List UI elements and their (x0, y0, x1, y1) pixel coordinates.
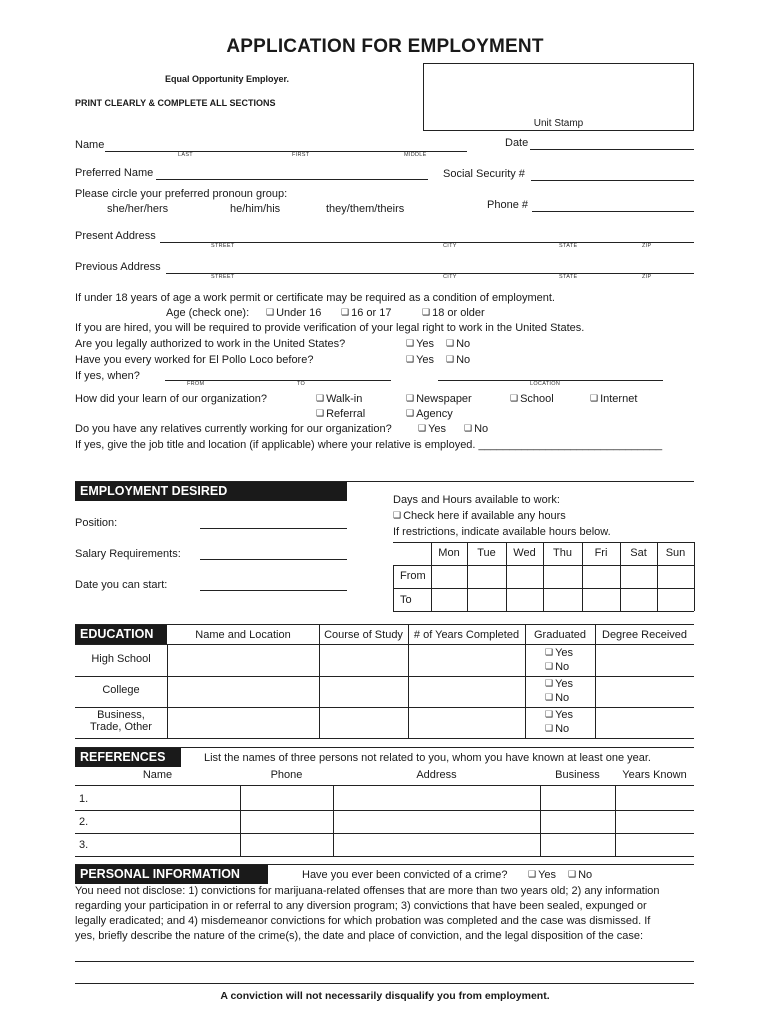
page-title: APPLICATION FOR EMPLOYMENT (226, 36, 544, 57)
checkbox-icon: ❑ (341, 307, 350, 317)
age-16-17-option[interactable]: ❑ 16 or 17 (341, 307, 392, 319)
checkbox-icon: ❑ (545, 723, 554, 733)
relatives-question: Do you have any relatives currently working for our organization? (75, 423, 392, 435)
age-under16-option[interactable]: ❑ Under 16 (266, 307, 322, 319)
name-label: Name (75, 139, 105, 151)
present-zip-caption: ZIP (642, 243, 652, 249)
checkbox-icon: ❑ (316, 393, 325, 403)
checkbox-icon: ❑ (510, 393, 519, 403)
unit-stamp-box (423, 63, 694, 131)
trade-graduated-yes[interactable]: ❑ Yes (545, 709, 574, 721)
checkbox-icon: ❑ (316, 408, 325, 418)
previous-street-caption: STREET (211, 274, 235, 280)
learn-newspaper[interactable]: ❑ Newspaper (406, 393, 472, 405)
relatives-followup[interactable]: If yes, give the job title and location (if applicable) where your relative is employed. ______________________________ (75, 439, 663, 451)
ref-col-years-known: Years Known (622, 769, 687, 781)
phone-label: Phone # (487, 199, 528, 211)
worked-before-no[interactable]: ❑ No (446, 354, 471, 366)
checkbox-icon: ❑ (545, 709, 554, 719)
any-hours-checkbox[interactable]: ❑ Check here if available any hours (393, 510, 566, 522)
personal-information-header: PERSONAL INFORMATION (75, 865, 268, 884)
checkbox-icon: ❑ (446, 338, 455, 348)
present-city-caption: CITY (443, 243, 457, 249)
authorized-no[interactable]: ❑ No (446, 338, 471, 350)
ref-row-2: 2. (79, 816, 89, 828)
ref-row-3: 3. (79, 839, 89, 851)
ref-col-phone: Phone (270, 769, 303, 781)
print-instructions: PRINT CLEARLY & COMPLETE ALL SECTIONS (75, 98, 276, 108)
edu-row-business: Business, (97, 709, 145, 721)
how-learn-question: How did your learn of our organization? (75, 393, 268, 405)
authorized-yes[interactable]: ❑ Yes (406, 338, 435, 350)
ref-col-name: Name (142, 769, 173, 781)
day-thu: Thu (553, 547, 572, 559)
if-yes-when-label: If yes, when? (75, 370, 140, 382)
day-fri: Fri (594, 547, 608, 559)
checkbox-icon: ❑ (422, 307, 431, 317)
checkbox-icon: ❑ (545, 661, 554, 671)
location-caption: LOCATION (530, 381, 561, 387)
hours-to-label: To (400, 594, 412, 606)
ssn-label: Social Security # (443, 168, 525, 180)
days-hours-label: Days and Hours available to work: (393, 494, 560, 506)
name-middle-caption: MIDDLE (404, 152, 427, 158)
checkbox-icon: ❑ (406, 408, 415, 418)
disclosure-line-1: You need not disclose: 1) convictions for marijuana-related offenses that are more than two years old; 2) any information (75, 885, 660, 897)
edu-col-degree: Degree Received (602, 629, 687, 641)
edu-col-graduated: Graduated (534, 629, 586, 641)
ref-col-business: Business (555, 769, 600, 781)
from-caption: FROM (187, 381, 205, 387)
ssn-field[interactable] (531, 180, 694, 181)
hs-graduated-yes[interactable]: ❑ Yes (545, 647, 574, 659)
convicted-question: Have you ever been convicted of a crime? (302, 869, 508, 881)
relatives-yes[interactable]: ❑ Yes (418, 423, 447, 435)
name-first-caption: FIRST (292, 152, 310, 158)
worked-before-question: Have you every worked for El Pollo Loco before? (75, 354, 314, 366)
pronoun-option-they[interactable]: they/them/theirs (326, 203, 405, 215)
edu-col-course: Course of Study (324, 629, 403, 641)
references-header: REFERENCES (75, 748, 181, 767)
college-graduated-yes[interactable]: ❑ Yes (545, 678, 574, 690)
start-date-label: Date you can start: (75, 579, 168, 591)
to-caption: TO (297, 381, 306, 387)
checkbox-icon: ❑ (545, 692, 554, 702)
present-address-field[interactable] (160, 242, 694, 243)
under18-note: If under 18 years of age a work permit or certificate may be required as a condition of employment. (75, 292, 555, 304)
position-label: Position: (75, 517, 118, 529)
previous-city-caption: CITY (443, 274, 457, 280)
age-18-older-option[interactable]: ❑ 18 or older (422, 307, 485, 319)
previous-address-field[interactable] (166, 273, 694, 274)
ref-row-1: 1. (79, 793, 89, 805)
checkbox-icon: ❑ (406, 338, 415, 348)
day-mon: Mon (438, 547, 460, 559)
unit-stamp-label: Unit Stamp (533, 118, 584, 129)
position-field[interactable] (200, 528, 347, 529)
trade-graduated-no[interactable]: ❑ No (545, 723, 570, 735)
day-tue: Tue (477, 547, 496, 559)
relatives-no[interactable]: ❑ No (464, 423, 489, 435)
checkbox-icon: ❑ (545, 678, 554, 688)
edu-row-high-school: High School (91, 653, 151, 665)
day-sun: Sun (665, 547, 686, 559)
checkbox-icon: ❑ (545, 647, 554, 657)
checkbox-icon: ❑ (393, 510, 402, 520)
learn-internet[interactable]: ❑ Internet (590, 393, 638, 405)
checkbox-icon: ❑ (568, 869, 577, 879)
employment-desired-header: EMPLOYMENT DESIRED (75, 482, 347, 501)
present-street-caption: STREET (211, 243, 235, 249)
verification-note: If you are hired, you will be required to provide verification of your legal right to work in the United States. (75, 322, 585, 334)
pronoun-option-she[interactable]: she/her/hers (107, 203, 169, 215)
learn-referral[interactable]: ❑ Referral (316, 408, 366, 420)
learn-school[interactable]: ❑ School (510, 393, 554, 405)
salary-field[interactable] (200, 559, 347, 560)
previous-state-caption: STATE (559, 274, 578, 280)
checkbox-icon: ❑ (266, 307, 275, 317)
present-address-label: Present Address (75, 230, 156, 242)
learn-walkin[interactable]: ❑ Walk-in (316, 393, 363, 405)
conviction-footer-note: A conviction will not necessarily disqualify you from employment. (220, 990, 550, 1002)
edu-row-trade-other: Trade, Other (90, 721, 152, 733)
checkbox-icon: ❑ (464, 423, 473, 433)
start-date-field[interactable] (200, 590, 347, 591)
learn-agency[interactable]: ❑ Agency (406, 408, 453, 420)
age-label: Age (check one): (166, 307, 250, 319)
preferred-name-label: Preferred Name (75, 167, 154, 179)
references-instruction: List the names of three persons not related to you, whom you have known at least one year. (204, 752, 651, 764)
edu-col-name-location: Name and Location (195, 629, 291, 641)
pronoun-prompt: Please circle your preferred pronoun group: (75, 188, 288, 200)
checkbox-icon: ❑ (528, 869, 537, 879)
convicted-no[interactable]: ❑ No (568, 869, 593, 881)
checkbox-icon: ❑ (406, 354, 415, 364)
present-state-caption: STATE (559, 243, 578, 249)
college-graduated-no[interactable]: ❑ No (545, 692, 570, 704)
crime-description-line-1[interactable] (75, 961, 694, 962)
disclosure-line-3: legally eradicated; and 4) misdemeanor convictions for which probation was completed and the case was dismissed. If (75, 915, 651, 927)
checkbox-icon: ❑ (590, 393, 599, 403)
pronoun-option-he[interactable]: he/him/his (230, 203, 281, 215)
edu-col-years: # of Years Completed (413, 629, 520, 641)
previous-zip-caption: ZIP (642, 274, 652, 280)
authorized-question: Are you legally authorized to work in the United States? (75, 338, 346, 350)
checkbox-icon: ❑ (418, 423, 427, 433)
education-header: EDUCATION (75, 625, 167, 644)
disclosure-line-4: yes, briefly describe the nature of the crime(s), the date and place of conviction, and the legal disposition of the case: (75, 930, 644, 942)
ref-col-address: Address (416, 769, 457, 781)
date-field[interactable] (530, 149, 694, 150)
preferred-name-field[interactable] (156, 179, 428, 180)
disclosure-line-2: regarding your participation in or referral to any diversion program; 3) convictions that have been sealed, expunged or (75, 900, 647, 912)
restrictions-note: If restrictions, indicate available hours below. (393, 526, 611, 538)
salary-label: Salary Requirements: (75, 548, 181, 560)
day-wed: Wed (513, 547, 536, 559)
checkbox-icon: ❑ (446, 354, 455, 364)
eoe-note: Equal Opportunity Employer. (165, 74, 290, 84)
phone-field[interactable] (532, 211, 694, 212)
edu-row-college: College (102, 684, 140, 696)
checkbox-icon: ❑ (406, 393, 415, 403)
hs-graduated-no[interactable]: ❑ No (545, 661, 570, 673)
worked-before-yes[interactable]: ❑ Yes (406, 354, 435, 366)
convicted-yes[interactable]: ❑ Yes (528, 869, 557, 881)
date-label: Date (505, 137, 529, 149)
day-sat: Sat (630, 547, 647, 559)
hours-from-label: From (400, 570, 426, 582)
previous-address-label: Previous Address (75, 261, 161, 273)
name-last-caption: LAST (178, 152, 193, 158)
crime-description-line-2[interactable] (75, 983, 694, 984)
